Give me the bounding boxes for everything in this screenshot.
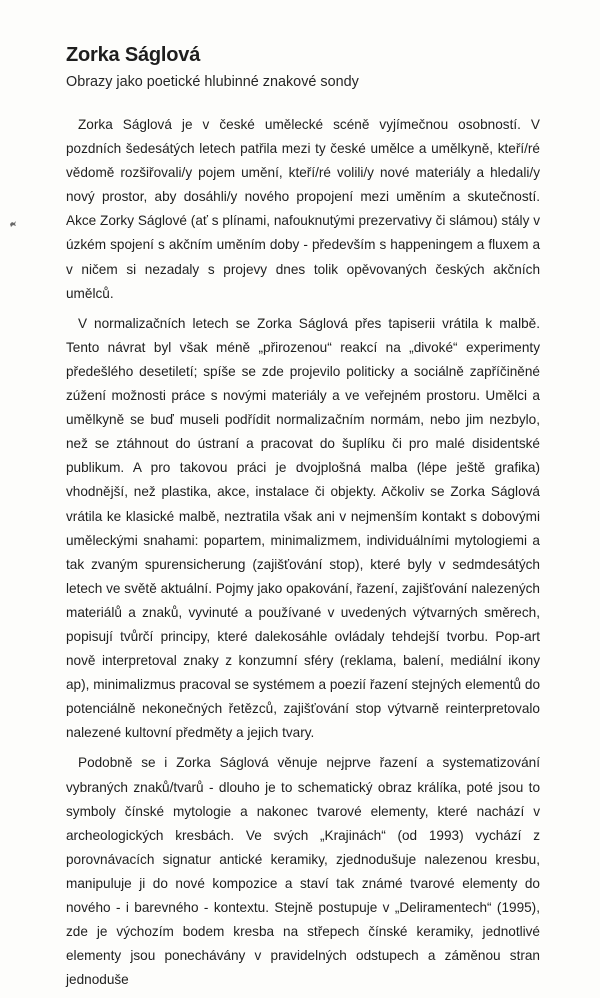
article-title: Zorka Ságlová: [66, 44, 201, 66]
scan-speck-mark: [9, 220, 17, 228]
document-page: [66, 42, 540, 998]
article-paragraph: Zorka Ságlová je v české umělecké scéně vyjímečnou osobností. V pozdních šedesátých letech patřila mezi ty české umělce a umělkyně, kteří/ré vědomě rozšiřovali/y pojem umění, kteří/ré volili/y nové materiály a hledali/y nový prostor, aby dosáhli/y nového propojení mezi uměním a skutečností. Akce Zorky Ságlové (ať s plínami, nafouknutými prezervativy či slámou) stály v úzkém spojení s akčním uměním doby - především s happeningem a fluxem a v ničem si nezadaly s projevy dnes tolik opěvovaných českých akčních umělců.: [66, 117, 540, 301]
article-paragraph: Podobně se i Zorka Ságlová věnuje nejprve řazení a systematizování vybraných znaků/tvarů - dlouho je to schematický obraz králíka, poté jsou to symboly čínské mytologie a nakonec tvarové elementy, které nachází v archeologických kresbách. Ve svých „Krajinách“ (od 1993) vychází z porovnávacích signatur antické keramiky, zjednodušuje nalezenou kresbu, manipuluje ji do nové kompozice a staví tak známé tvarové elementy do nového - i barevného - kontextu. Stejně postupuje v „Deliramentech“ (1995), zde je výchozím bodem kresba na střepech čínské keramiky, jednotlivé elementy jsou ponechávány v pravidelných odstupech a záměnou stran jednoduše: [66, 755, 540, 988]
article-subtitle: Obrazy jako poetické hlubinné znakové sondy: [66, 74, 359, 90]
article-paragraph: V normalizačních letech se Zorka Ságlová přes tapiserii vrátila k malbě. Tento návrat byl však méně „přirozenou“ reakcí na „divoké“ experimenty předešlého desetiletí; spíše se zde projevilo politicky a sociálně zapříčiněné zúžení možnosti práce s novými materiály a ve veřejném prostoru. Umělci a umělkyně se buď museli podřídit normalizačním normám, nebo jim nezbylo, než se ztáhnout do ústraní a pracovat do šuplíku či pro malé disidentské publikum. A pro takovou práci je dvojplošná malba (lépe ještě grafika) vhodnější, než plastika, akce, instalace či objekty. Ačkoliv se Zorka Ságlová vrátila ke klasické malbě, neztratila však ani v nejmenším kontakt s dobovými uměleckými snahami: popartem, minimalizmem, individuálními mytologiemi a tak zvaným spurensicherung (zajišťování stop), které byly v sedmdesátých letech ve světě aktuální. Pojmy jako opakování, řazení, zajišťování nalezených materiálů a znaků, vyvinuté a používané v uvedených výtvarných směrech, popisují tvůrčí principy, které dalekosáhle ovládaly tehdejší tvorbu. Pop-art nově interpretoval znaky z konzumní sféry (reklama, balení, mediální ikony ap), minimalizmus pracoval se systémem a poezií řazení stejných elementů do potenciálně nekonečných řetězců, zajišťování stop výtvarně reinterpretovalo nalezené kultovní předměty a jejich tvary.: [66, 315, 540, 741]
article-body: [66, 113, 540, 992]
